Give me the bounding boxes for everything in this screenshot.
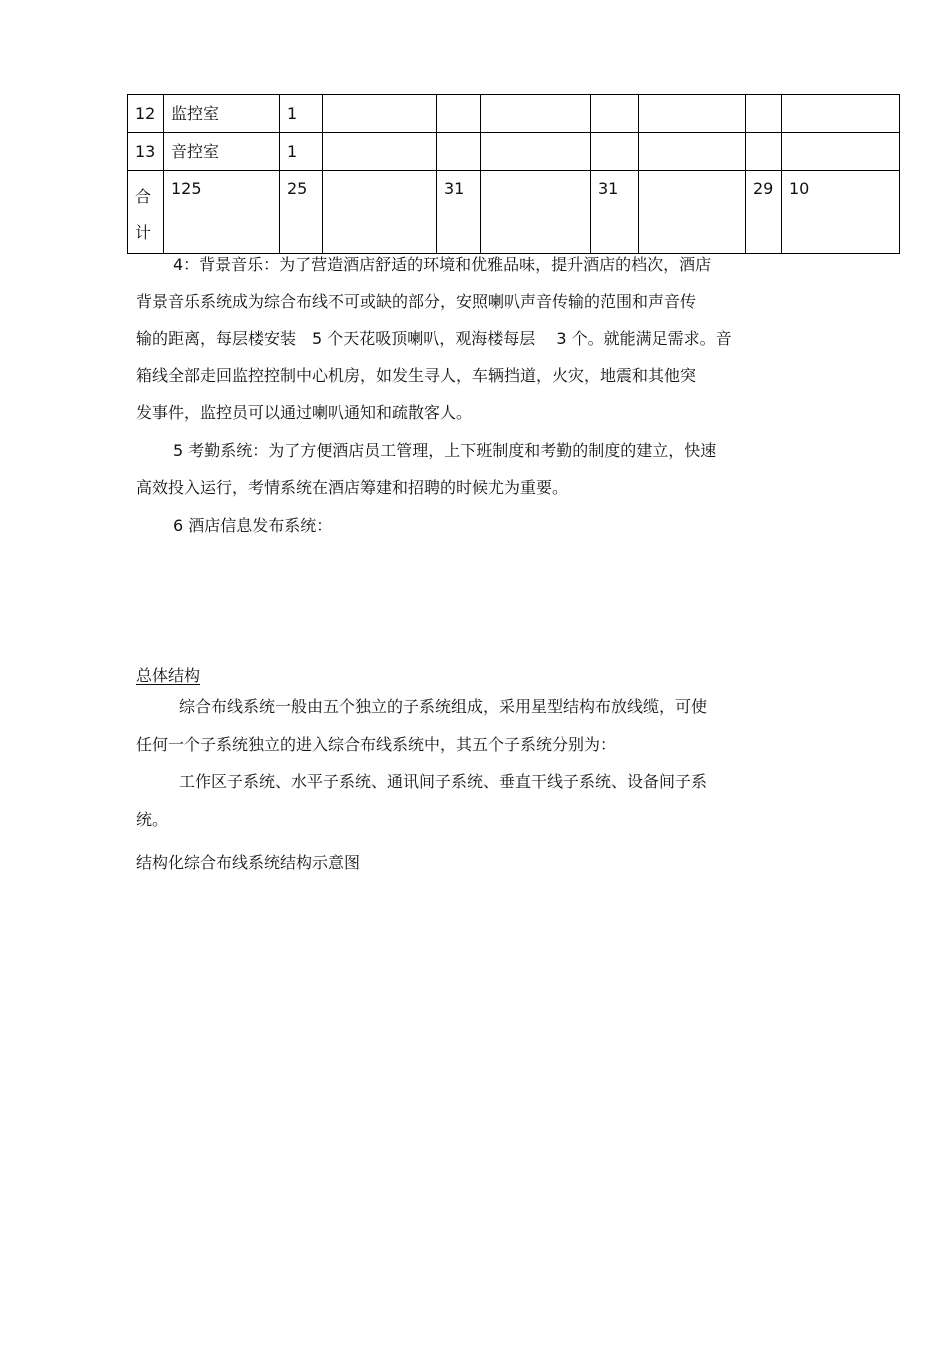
table-cell: 25 [280,171,323,254]
section-heading: 总体结构 [136,666,201,685]
table-cell: 1 [280,95,323,133]
table-row [128,133,900,171]
table-cell: 监控室 [164,95,280,133]
table-cell [746,95,782,133]
table-cell [323,171,437,254]
table-cell: 29 [746,171,782,254]
paragraph-line: 综合布线系统一般由五个独立的子系统组成，采用星型结构布放线缆，可使 [179,697,708,716]
total-label-char: 计 [135,223,152,242]
paragraph-line: 任何一个子系统独立的进入综合布线系统中，其五个子系统分别为： [136,735,617,754]
table-cell [782,95,900,133]
table-cell [639,171,746,254]
table-cell [639,133,746,171]
table-cell [323,95,437,133]
table-cell [481,171,591,254]
table-cell: 31 [437,171,481,254]
paragraph-line: 输的距离，每层楼安装 5 个天花吸顶喇叭，观海楼每层 3 个。就能满足需求。音 [136,329,732,348]
equipment-table [127,94,900,254]
table-cell [481,95,591,133]
paragraph-line: 6 酒店信息发布系统： [173,516,333,535]
table-cell [639,95,746,133]
total-label-cell [128,171,164,254]
table-cell [591,133,639,171]
table-cell [782,133,900,171]
table-cell: 31 [591,171,639,254]
table-cell [481,133,591,171]
table-cell [437,133,481,171]
paragraph-line: 工作区子系统、水平子系统、通讯间子系统、垂直干线子系统、设备间子系 [179,772,708,791]
paragraph-line: 统。 [136,810,169,829]
table-cell [323,133,437,171]
table-cell: 1 [280,133,323,171]
paragraph-line: 箱线全部走回监控控制中心机房，如发生寻人，车辆挡道，火灾，地震和其他突 [136,366,697,385]
table-cell [746,133,782,171]
table-cell: 13 [128,133,164,171]
table-cell: 10 [782,171,900,254]
paragraph-line: 高效投入运行，考情系统在酒店筹建和招聘的时候尤为重要。 [136,478,569,497]
paragraph-line: 5 考勤系统：为了方便酒店员工管理，上下班制度和考勤的制度的建立，快速 [173,441,717,460]
table-cell: 125 [164,171,280,254]
paragraph-line: 背景音乐系统成为综合布线不可或缺的部分，安照喇叭声音传输的范围和声音传 [136,292,697,311]
table-row [128,95,900,133]
table-total-row [128,171,900,254]
figure-caption: 结构化综合布线系统结构示意图 [136,853,361,872]
paragraph-line: 发事件，监控员可以通过喇叭通知和疏散客人。 [136,403,473,422]
table-cell [437,95,481,133]
paragraph-line: 4：背景音乐：为了营造酒店舒适的环境和优雅品味，提升酒店的档次，酒店 [173,255,712,274]
total-label-char: 合 [135,187,152,206]
table-cell: 12 [128,95,164,133]
table-cell [591,95,639,133]
table-cell: 音控室 [164,133,280,171]
